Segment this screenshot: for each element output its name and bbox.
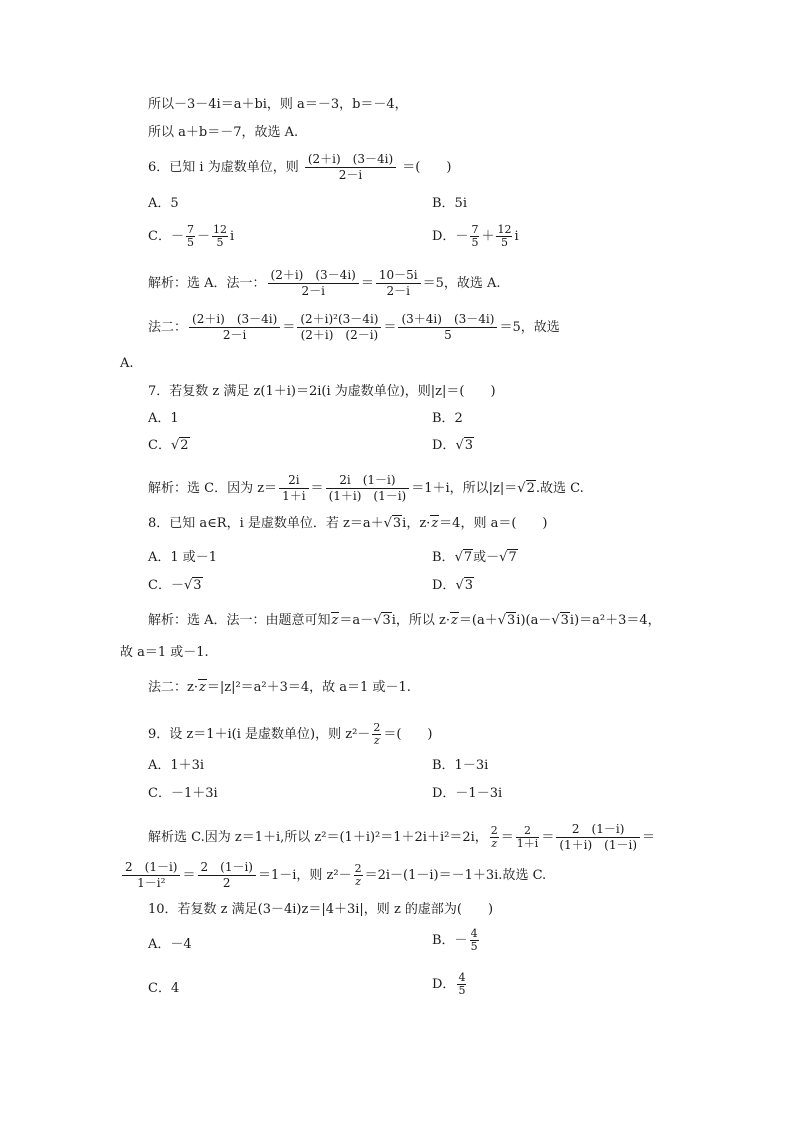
q6-sol2-frac3 — [398, 312, 497, 343]
q7-sol-f1-den: 1＋i — [282, 489, 306, 503]
q10-b-label: B．－ — [432, 933, 468, 948]
q6-sol1-f2-num: 10－5i — [376, 268, 421, 284]
q6-solution-1 — [148, 268, 501, 299]
q7-option-d — [432, 438, 474, 454]
q8-stem-radicand: 3 — [392, 516, 402, 531]
q6-c-frac2 — [212, 224, 228, 249]
q8-sol1-radicand3: 3 — [560, 613, 569, 628]
q8-sol1-mid4: i)(a－ — [516, 613, 552, 628]
q7-stem: 7．若复数 z 满足 z(1＋i)＝2i(i 为虚数单位)，则|z|＝( ) — [148, 384, 496, 399]
q6-sol1-post: ＝5，故选 A. — [422, 276, 501, 291]
q9-sol-f1-den: z — [491, 837, 498, 850]
q9-option-c: C．－1＋3i — [148, 786, 218, 801]
q8-b-mid: 或－ — [473, 550, 500, 565]
q8-sol1-mid2: i，所以 z· — [391, 613, 451, 628]
q9-stem-pre: 9．设 z＝1＋i(i 是虚数单位)，则 z²－ — [148, 727, 371, 742]
q8-c-label: C．－ — [148, 578, 184, 593]
q6-sol1-f1-den: 2－i — [301, 284, 325, 298]
q10-stem: 10．若复数 z 满足(3－4i)z＝|4＋3i|，则 z 的虚部为( ) — [148, 902, 494, 917]
q9-sol-f3-den: (1＋i) (1－i) — [559, 838, 638, 852]
q6-c-frac1 — [186, 224, 195, 249]
q8-sol2-pre: 法二：z· — [148, 680, 198, 695]
q7-sol-frac1 — [279, 473, 308, 504]
q6-sol1-eq: ＝ — [360, 276, 374, 291]
q10-d-num: 4 — [458, 971, 466, 984]
q6-solution-2-wrap: A. — [120, 356, 134, 371]
q6-sol2-f2-num: (2＋i)²(3－4i) — [297, 312, 381, 328]
intro-line-2: 所以 a＋b＝－7，故选 A. — [148, 125, 299, 140]
q6-c-mid: － — [196, 229, 210, 244]
q6-c-tail: i — [229, 229, 235, 244]
q8-sol1-sqrt3: √3 — [551, 613, 569, 628]
q8-sol1-radicand2: 3 — [507, 613, 516, 628]
q8-option-b — [432, 550, 518, 566]
q9-stem-den: z — [373, 734, 380, 747]
q7-sol-f1-num: 2i — [279, 473, 308, 489]
q9-sol-pre: 解析选 C.因为 z＝1＋i,所以 z²＝(1＋i)²＝1＋2i＋i²＝2i， — [148, 830, 488, 845]
q6-d-label: D．－ — [432, 229, 469, 244]
intro-line-1: 所以－3－4i＝a＋bi，则 a＝－3，b＝－4， — [148, 97, 408, 112]
q9-sol2-frac1 — [122, 860, 180, 891]
q6-c-label: C．－ — [148, 229, 184, 244]
q6-solution-2: 法二： $\frac{(2+i) (3-4i)}{2-i}$ ＝ $\frac{\text{(2＋i)²(3－4i)}}{(2+i) (2-i)}$ ＝ $\frac{(3+4i) (3-4i)}{5}$ ＝5，故选 — [148, 312, 560, 342]
q8-c-radicand: 3 — [193, 578, 202, 593]
q8-sol2-conjugate: z — [198, 680, 206, 695]
q7-sol-f2-num: 2i (1－i) — [326, 473, 410, 489]
q9-stem-num: 2 — [373, 721, 381, 734]
q10-option-a: A．－4 — [148, 937, 192, 952]
q10-b-frac — [470, 928, 479, 953]
q6-stem-post: ＝( ) — [402, 160, 452, 175]
q9-sol2-f1-den: 1－i² — [137, 876, 166, 890]
q9-sol-f1-num: 2 — [490, 824, 498, 837]
q9-sol2-frac3 — [354, 863, 363, 888]
q7-option-a: A．1 — [148, 411, 179, 426]
q8-sol1-mid1: ＝a－ — [339, 613, 374, 628]
q9-sol-eqtail: ＝ — [642, 830, 656, 845]
q6-d-frac2-num: 12 — [497, 223, 512, 236]
q8-option-d — [432, 578, 474, 594]
q9-sol2-f2-den: 2 — [222, 876, 231, 890]
q8-sol1-conjugate2: z — [451, 613, 458, 628]
q9-stem-post: ＝( ) — [383, 727, 433, 742]
q9-sol2-f3-num: 2 — [354, 862, 362, 875]
q9-sol-f2-den: 1＋i — [516, 837, 539, 850]
q8-option-c — [148, 578, 203, 594]
q6-sol1-frac2 — [376, 268, 421, 299]
q6-sol2-f1-num: (2＋i) (3－4i) — [189, 312, 280, 328]
q6-c-frac2-num: 12 — [212, 223, 227, 236]
q6-d-tail: i — [514, 229, 519, 244]
q8-stem-post: ＝4，则 a＝( ) — [439, 516, 548, 531]
q6-sol1-frac1 — [268, 268, 359, 299]
q6-stem-pre: 6．已知 i 为虚数单位，则 — [148, 160, 299, 175]
q8-d-radicand: 3 — [464, 578, 474, 593]
q8-sol1-radicand1: 3 — [382, 613, 391, 628]
q7-sol-sqrt: √2 — [517, 481, 535, 496]
q9-sol2-post: ＝2i－(1－i)＝－1＋3i.故选 C. — [364, 868, 547, 883]
q8-solution-1-wrap: 故 a＝1 或－1. — [120, 645, 209, 660]
q8-sol1-mid3: ＝(a＋ — [458, 613, 498, 628]
q6-d-frac1 — [470, 224, 479, 249]
q9-stem — [148, 722, 432, 747]
q6-stem-num: (2＋i) (3－4i) — [305, 152, 396, 168]
q6-sol2-f2-den: (2＋i) (2－i) — [300, 328, 379, 342]
q8-b-radicand2: 7 — [508, 550, 517, 565]
q6-sol2-f3-den: 5 — [444, 328, 452, 342]
q8-b-sqrt2: √7 — [499, 550, 517, 565]
q6-sol2-frac1 — [189, 312, 280, 343]
q6-d-mid: ＋ — [481, 229, 495, 244]
q10-d-frac — [457, 972, 466, 997]
q8-b-label: B． — [432, 550, 455, 565]
q9-sol-frac2 — [516, 825, 540, 850]
q9-stem-frac — [372, 722, 381, 747]
q9-option-d: D．－1－3i — [432, 786, 503, 801]
q8-b-radicand1: 7 — [463, 550, 473, 565]
q7-option-c — [148, 438, 190, 454]
q6-sol1-pre: 解析：选 A．法一： — [148, 276, 266, 291]
q7-sol-mid: ＝1＋i，所以|z|＝ — [411, 481, 518, 496]
q7-solution: 解析：选 C．因为 z＝ $\frac{2i}{1+i}$ ＝ $\frac{2i (1-i)}{(1+i) (1-i)}$ ＝1＋i，所以|z|＝√2.故选 C. — [148, 473, 584, 503]
q8-sol1-sqrt1: √3 — [373, 613, 391, 628]
q10-b-num: 4 — [470, 927, 478, 940]
q10-option-c: C．4 — [148, 981, 180, 996]
q6-c-frac2-den: 5 — [216, 236, 224, 249]
q9-sol2-f3-den: z — [355, 875, 361, 888]
q6-option-a: A．5 — [148, 196, 179, 211]
q6-stem-fraction — [305, 152, 396, 183]
q6-stem — [148, 152, 451, 183]
q9-sol-f3-num: 2 (1－i) — [556, 822, 640, 838]
q6-d-frac1-num: 7 — [471, 223, 479, 236]
q6-sol2-f3-num: (3＋4i) (3－4i) — [398, 312, 497, 328]
q8-sol1-conjugate: z — [331, 613, 339, 628]
q6-d-frac2-den: 5 — [500, 236, 508, 249]
q8-sol2-post: ＝|z|²＝a²＋3＝4，故 a＝1 或－1. — [206, 680, 411, 695]
q8-sol1-sqrt2: √3 — [497, 613, 516, 628]
q8-sol1-pre: 解析：选 A．法一：由题意可知 — [148, 613, 331, 628]
q8-solution-2 — [148, 680, 411, 696]
q8-stem-sqrt: √3 — [383, 516, 402, 531]
q8-solution-1 — [148, 613, 661, 629]
q7-sol-frac2 — [326, 473, 410, 504]
q10-option-b — [432, 928, 481, 953]
q7-d-label: D． — [432, 438, 456, 453]
q7-sol-pre: 解析：选 C．因为 z＝ — [148, 481, 278, 496]
q7-c-sqrt: √2 — [170, 438, 189, 453]
q10-b-den: 5 — [470, 940, 478, 953]
q6-sol1-f2-den: 2－i — [386, 284, 410, 298]
q7-option-b: B．2 — [432, 411, 463, 426]
q8-c-sqrt: √3 — [183, 578, 202, 593]
q8-sol1-post: i)＝a²＋3＝4， — [569, 613, 661, 628]
q9-option-a: A．1＋3i — [148, 758, 205, 773]
q7-c-radicand: 2 — [180, 438, 189, 453]
q6-sol2-pre: 法二： — [148, 320, 188, 335]
q10-option-d — [432, 972, 468, 997]
q6-sol2-frac2 — [297, 312, 381, 343]
q6-sol2-post: ＝5，故选 — [499, 320, 560, 335]
q8-d-label: D． — [432, 578, 456, 593]
q6-stem-den: 2－i — [338, 168, 363, 182]
q10-d-label: D． — [432, 977, 456, 992]
q9-solution-2: $\frac{2 (1-i)}{\text{1－i²}}$ ＝ $\frac{2 (1-i)}{2}$ ＝1－i，则 z²－ $\frac{2}{z}$ ＝2i－(1－i)＝－1＋3i.故选 C. — [120, 860, 546, 891]
q8-stem-pre: 8．已知 a∈R，i 是虚数单位．若 z＝a＋ — [148, 516, 384, 531]
q8-b-sqrt1: √7 — [454, 550, 473, 565]
q6-d-frac1-den: 5 — [471, 236, 479, 249]
q7-d-radicand: 3 — [464, 438, 474, 453]
q6-option-b: B．5i — [432, 196, 467, 211]
q9-sol-frac1 — [490, 825, 499, 850]
q9-sol2-f1-num: 2 (1－i) — [122, 860, 180, 876]
q6-c-frac1-num: 7 — [186, 223, 194, 236]
q9-sol2-mid: ＝1－i，则 z²－ — [257, 868, 352, 883]
q8-d-sqrt: √3 — [455, 578, 474, 593]
q6-option-c — [148, 224, 234, 249]
q7-sol-post: .故选 C. — [535, 481, 584, 496]
q7-sol-f2-den: (1＋i) (1－i) — [328, 489, 407, 503]
q9-sol-frac3 — [556, 822, 640, 853]
q6-c-frac1-den: 5 — [186, 236, 194, 249]
q6-d-frac2 — [496, 224, 512, 249]
q9-sol2-f2-num: 2 (1－i) — [198, 860, 256, 876]
q10-d-den: 5 — [458, 984, 466, 997]
q9-option-b: B．1－3i — [432, 758, 489, 773]
q6-sol1-f1-num: (2＋i) (3－4i) — [268, 268, 359, 284]
q8-stem-conjugate: z — [431, 516, 439, 531]
q9-solution-1: 解析选 C.因为 z＝1＋i,所以 z²＝(1＋i)²＝1＋2i＋i²＝2i， $\frac{2}{z}$ ＝ $\frac{2}{1+i}$ ＝ $\frac{2 (1-i)}{(1+i) (1-i)}$ ＝ — [148, 822, 656, 852]
q7-sol-radicand: 2 — [526, 481, 535, 496]
q8-stem-mid: i，z· — [402, 516, 431, 531]
q7-d-sqrt: √3 — [455, 438, 474, 453]
q9-sol-f2-num: 2 — [516, 825, 540, 838]
q6-option-d — [432, 224, 519, 249]
q8-option-a: A．1 或－1 — [148, 550, 218, 565]
q6-sol2-f1-den: 2－i — [222, 328, 247, 342]
q7-c-label: C． — [148, 438, 171, 453]
q8-stem — [148, 516, 547, 532]
q9-sol2-frac2 — [198, 860, 256, 891]
